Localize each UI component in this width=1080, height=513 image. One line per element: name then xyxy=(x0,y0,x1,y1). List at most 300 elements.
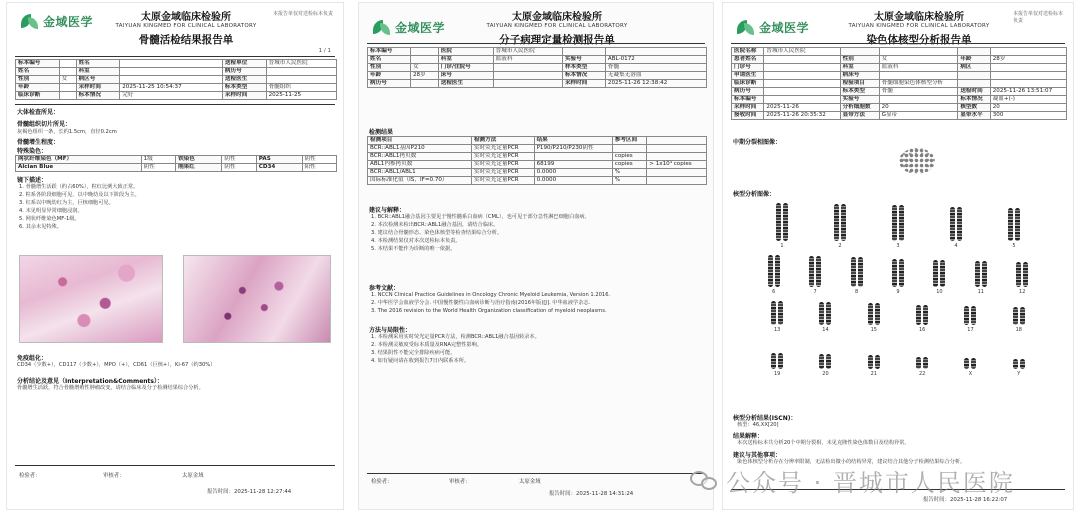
field-label xyxy=(958,80,990,88)
field-value: 2025-11-26 13:51:07 xyxy=(990,88,1066,96)
field-label: 标本情况 xyxy=(76,92,120,100)
section-ihc: 免疫组化： xyxy=(17,355,48,362)
chromosome-label: 2 xyxy=(838,243,842,249)
gross-text: 灰褐色组织一条，长约1.5cm，直径0.2cm xyxy=(17,129,117,135)
chromosome-pair-image xyxy=(771,301,783,325)
field-value: 2025-11-25 10:54:37 xyxy=(120,84,223,92)
chromosome xyxy=(768,255,773,287)
chromosome xyxy=(858,257,863,287)
info-row xyxy=(368,56,707,64)
section-cellularity: 骨髓增生程度： xyxy=(17,139,60,146)
info-row xyxy=(368,72,707,80)
chromosome xyxy=(841,204,846,241)
brand-name: 金域医学 xyxy=(43,15,94,29)
list-line: 1. BCR::ABL1融合基因主要见于慢性髓系白血病（CML），也可见于部分急性淋巴细胞白血病。 xyxy=(371,214,590,220)
result-cell: BCR::ABL1基因P210 xyxy=(368,145,472,153)
info-row xyxy=(732,80,1067,88)
field-value xyxy=(990,48,1066,56)
chromosome-pair xyxy=(975,261,987,295)
result-table xyxy=(367,136,707,185)
field-value xyxy=(410,80,438,88)
field-label: 实验号 xyxy=(840,96,879,104)
result-cell: 实时荧光定量PCR xyxy=(471,153,534,161)
chromosome xyxy=(971,306,976,325)
result-cell: 0.0000 xyxy=(534,177,612,185)
list-line: 5. 网状纤维染色MF-1级。 xyxy=(19,216,80,222)
info-row xyxy=(732,48,1067,56)
list-line: 4. 本检测结果仅对本次送检标本负责。 xyxy=(371,238,461,244)
info-row xyxy=(732,96,1067,104)
chromosome xyxy=(834,204,839,241)
ihc-result: CD34（少数+），CD117（少数+），MPO（+），CD61（巨核+），Ki-67（约30%） xyxy=(17,362,216,368)
chromosome-label: 14 xyxy=(822,326,829,333)
chromosome xyxy=(771,301,776,325)
chromosome-label: 18 xyxy=(1015,326,1022,333)
brand-name: 金域医学 xyxy=(759,21,810,35)
chromosome-pair xyxy=(819,354,831,377)
chromosome-pair-image xyxy=(1016,262,1028,287)
field-label: 科室 xyxy=(76,68,120,76)
field-label: 送检医生 xyxy=(222,76,266,84)
chromosome-pair-image xyxy=(975,261,987,287)
chromosome-pair xyxy=(933,260,945,295)
result-row xyxy=(368,177,707,185)
info-row xyxy=(732,56,1067,64)
chromosome-label: 5 xyxy=(1012,243,1016,249)
field-label xyxy=(958,72,990,80)
result-cell: > 1x10⁴ copies xyxy=(647,161,707,169)
stain-row xyxy=(16,156,337,164)
field-value xyxy=(493,72,562,80)
result-row xyxy=(368,161,707,169)
section-staining: 特殊染色： xyxy=(17,148,48,155)
metaphase-spread-image xyxy=(899,148,935,174)
chromosome xyxy=(1015,208,1020,241)
chromosome xyxy=(875,355,880,369)
report-header xyxy=(457,8,657,47)
chromosome xyxy=(775,255,780,287)
field-value: 晋城市人民医院 xyxy=(764,48,840,56)
field-label: 标本编号 xyxy=(16,60,60,68)
list-line: 4. 如有疑问请在收到报告7日内联系本所。 xyxy=(371,358,470,364)
section-method: 方法与局限性： xyxy=(369,327,412,334)
chromosome xyxy=(1016,262,1021,287)
brand-name: 金域医学 xyxy=(395,21,446,35)
report-bone-marrow-biopsy xyxy=(6,2,344,510)
chromosome-pair-image xyxy=(892,259,904,287)
result-cell: copies xyxy=(612,161,646,169)
chromosome-pair xyxy=(892,259,904,295)
section-iscn-result: 核型分析结果(ISCN)： xyxy=(733,415,797,422)
field-label: 核型数 xyxy=(958,104,990,112)
stain-name: 网状纤维染色（MF） xyxy=(16,156,142,164)
field-value xyxy=(990,72,1066,80)
top-note: 本报告单仅对送检标本负责 xyxy=(273,11,334,17)
chromosome xyxy=(819,302,824,324)
list-line: 3. The 2016 revision to the World Health Organization classification of myeloid neoplasms. xyxy=(371,308,607,314)
kingmed-leaf-icon xyxy=(19,14,41,30)
report-header xyxy=(91,8,281,47)
interpretation-text: 本次送检标本共分析20个中期分裂相，未见克隆性染色体数目及结构异常。 xyxy=(737,440,910,446)
list-line: 2. 本检测灵敏度受标本质量及RNA完整性影响。 xyxy=(371,342,483,348)
karyogram-row xyxy=(753,301,1043,333)
chromosome-label: 1 xyxy=(780,243,784,249)
list-line: 3. 红系以中晚幼红为主，巨核细胞可见。 xyxy=(19,200,114,206)
field-label: 病历号 xyxy=(222,68,266,76)
field-value: G显带 xyxy=(879,112,958,120)
field-label: 送检医生 xyxy=(438,80,493,88)
chromosome-label: 17 xyxy=(967,326,974,333)
histology-image-low-power xyxy=(19,255,163,343)
result-cell xyxy=(534,153,612,161)
chromosome-pair-image xyxy=(964,358,976,370)
chromosome-pair-image xyxy=(1008,208,1020,241)
chromosome-pair xyxy=(950,207,962,249)
org-name: 太原金域临床检验所 xyxy=(874,12,964,23)
result-cell: % xyxy=(612,177,646,185)
chromosome-pair xyxy=(809,256,821,295)
chromosome-label: 9 xyxy=(896,289,900,295)
field-value: 女 xyxy=(59,76,76,84)
chromosome xyxy=(923,305,928,325)
result-header-row xyxy=(368,137,707,145)
chromosome-pair-image xyxy=(916,305,928,325)
chromosome xyxy=(816,256,821,287)
field-value: 完好 xyxy=(120,92,223,100)
footer-lab: 太原金域 xyxy=(182,473,204,479)
result-row xyxy=(368,169,707,177)
chromosome xyxy=(975,261,980,287)
divider xyxy=(367,43,705,44)
chromosome-pair xyxy=(771,301,783,333)
divider xyxy=(367,473,705,474)
divider xyxy=(15,465,335,466)
field-value xyxy=(764,56,840,64)
info-row xyxy=(368,64,707,72)
footer-reviewer: 审核者： xyxy=(449,479,471,485)
info-row xyxy=(16,92,337,100)
interpretation-text: 骨髓增生活跃，符合骨髓增殖性肿瘤改变，请结合临床及分子检测结果综合分析。 xyxy=(17,385,204,391)
field-value: 2025-11-26 12:38:42 xyxy=(605,80,706,88)
footer-reviewer: 审核者： xyxy=(103,473,125,479)
field-label: 病历号 xyxy=(368,80,411,88)
field-value: 骨髓组织 xyxy=(266,84,336,92)
wechat-icon xyxy=(690,469,720,493)
field-label: 性别 xyxy=(368,64,411,72)
field-value xyxy=(493,64,562,72)
field-value xyxy=(410,48,438,56)
chromosome xyxy=(964,358,969,370)
info-row xyxy=(368,48,707,56)
chromosome-label: 12 xyxy=(1019,289,1026,295)
result-cell: 68199 xyxy=(534,161,612,169)
field-label: 采样时间 xyxy=(222,92,266,100)
chromosome-pair-image xyxy=(892,205,904,241)
chromosome-pair-image xyxy=(1013,307,1025,325)
chromosome-pair-image xyxy=(809,256,821,287)
field-value xyxy=(59,68,76,76)
result-header-cell: 检测方法 xyxy=(471,137,534,145)
kingmed-leaf-icon xyxy=(371,20,393,36)
chromosome-label: 15 xyxy=(870,326,877,333)
chromosome-label: 19 xyxy=(773,371,781,378)
special-stain-table xyxy=(15,155,337,172)
stain-name: 铁染色 xyxy=(176,156,222,164)
stain-result: 阴性 xyxy=(302,156,336,164)
stain-name: Alcian Blue xyxy=(16,164,142,172)
result-cell: ABL1内参拷贝数 xyxy=(368,161,472,169)
chromosome xyxy=(916,305,921,325)
watermark-text: 公众号 · 晋城市人民医院 xyxy=(726,469,1015,497)
chromosome-label: 3 xyxy=(896,243,900,249)
field-value: 300 xyxy=(990,112,1066,120)
chromosome-pair xyxy=(892,205,904,249)
chromosome xyxy=(851,257,856,287)
chromosome-pair-image xyxy=(868,355,880,369)
chromosome xyxy=(809,256,814,287)
stain-name: PAS xyxy=(256,156,302,164)
field-label: 临床诊断 xyxy=(16,92,60,100)
field-label: 病区 xyxy=(958,64,990,72)
field-value: ABL-0172 xyxy=(605,56,706,64)
field-label: 显带水平 xyxy=(958,112,990,120)
chromosome-pair xyxy=(1013,307,1025,333)
stain-result: 阴性 xyxy=(141,164,175,172)
section-advice: 建议与其他事项： xyxy=(733,452,782,459)
kingmed-logo xyxy=(735,19,809,36)
chromosome-pair xyxy=(851,257,863,295)
chromosome-pair xyxy=(1013,359,1025,377)
chromosome-pair-image xyxy=(776,203,788,241)
list-line: 4. 未见明显异常细胞浸润。 xyxy=(19,208,83,214)
list-line: 2. 中华医学会血液学分会. 中国慢性髓性白血病诊断与治疗指南(2016年版)[J]. 中华血液学杂志. xyxy=(371,300,591,306)
findings-list xyxy=(19,183,319,231)
field-value: 20 xyxy=(879,104,958,112)
result-cell xyxy=(647,177,707,185)
field-label: 门诊号 xyxy=(732,64,764,72)
result-row xyxy=(368,145,707,153)
karyotype-result: 核型：46,XX[20] xyxy=(737,422,779,428)
field-label: 姓名 xyxy=(368,56,411,64)
chromosome xyxy=(1008,208,1013,241)
report-karyotype xyxy=(722,2,1074,510)
karyogram-row xyxy=(753,255,1043,295)
list-line: 1. 本检测采用实时荧光定量PCR方法，检测BCR::ABL1融合基因转录本。 xyxy=(371,334,540,340)
chromosome-label: 21 xyxy=(870,371,877,378)
chromosome-pair-image xyxy=(868,303,880,324)
chromosome-pair xyxy=(1016,262,1028,295)
chromosome-pair xyxy=(964,306,976,333)
chromosome-label: 11 xyxy=(977,289,984,295)
field-value: 20 xyxy=(990,104,1066,112)
patient-info-table xyxy=(731,47,1067,120)
chromosome-label: Y xyxy=(1017,371,1021,378)
chromosome xyxy=(892,205,897,241)
field-label xyxy=(958,48,990,56)
field-value: 晋城市人民医院 xyxy=(266,60,336,68)
chromosome-pair-image xyxy=(1013,359,1025,369)
stain-result: 1级 xyxy=(141,156,175,164)
section-gross: 大体检查所见： xyxy=(17,109,60,116)
gross-description xyxy=(17,128,333,136)
field-value: 血液科 xyxy=(493,56,562,64)
field-label: 送检时间 xyxy=(958,88,990,96)
result-cell xyxy=(647,145,707,153)
field-label: 姓名 xyxy=(76,60,120,68)
info-row xyxy=(16,60,337,68)
field-label: 样本类型 xyxy=(562,64,605,72)
field-value xyxy=(764,88,840,96)
field-value: 女 xyxy=(410,64,438,72)
chromosome xyxy=(868,303,873,324)
field-label: 采样时间 xyxy=(76,84,120,92)
field-label: 科室 xyxy=(840,64,879,72)
stain-result: 阴性 xyxy=(222,156,256,164)
result-cell: BCR::ABL1/ABL1 xyxy=(368,169,472,177)
advice-list xyxy=(371,213,705,253)
result-header-cell: 参考区间 xyxy=(612,137,646,145)
field-label: 年龄 xyxy=(368,72,411,80)
field-label: 标本编号 xyxy=(368,48,411,56)
page-number: 1 / 1 xyxy=(318,48,331,54)
kingmed-leaf-icon xyxy=(735,20,757,36)
info-row xyxy=(16,76,337,84)
chromosome xyxy=(971,358,976,370)
field-value xyxy=(990,80,1066,88)
list-line: 1. NCCN Clinical Practice Guidelines in Oncology Chronic Myeloid Leukemia, Version 1.2016. xyxy=(371,292,611,298)
chromosome-pair xyxy=(834,204,846,249)
field-label xyxy=(562,48,605,56)
chromosome-pair xyxy=(771,353,783,377)
result-row xyxy=(368,153,707,161)
result-cell: 实时荧光定量PCR xyxy=(471,169,534,177)
field-label: 病历号 xyxy=(732,88,764,96)
field-value xyxy=(605,48,706,56)
result-cell xyxy=(647,153,707,161)
result-cell: 实时荧光定量PCR xyxy=(471,145,534,153)
field-label: 医院名称 xyxy=(732,48,764,56)
section-advice: 建议与解释： xyxy=(369,207,406,214)
top-note: 本报告单仅对送检标本负责 xyxy=(1013,11,1064,24)
divider xyxy=(731,43,1065,44)
field-value xyxy=(59,84,76,92)
stain-result: 阴性 xyxy=(222,164,256,172)
result-cell xyxy=(612,145,646,153)
section-metaphase: 中期分裂相图像： xyxy=(733,139,782,146)
field-value: 女 xyxy=(879,56,958,64)
field-value: 骨髓 xyxy=(605,64,706,72)
list-line: 6. 其余未见特殊。 xyxy=(19,224,62,230)
list-line: 1. 骨髓增生活跃（约占60%），粒红比例大致正常。 xyxy=(19,184,139,190)
field-label: 临床诊断 xyxy=(732,80,764,88)
result-header-cell: 检测项目 xyxy=(368,137,472,145)
result-cell: copies xyxy=(612,153,646,161)
field-value: 2025-11-25 xyxy=(266,92,336,100)
field-label: 性别 xyxy=(840,56,879,64)
chromosome xyxy=(923,357,928,370)
list-line: 5. 本结果不能作为诊断的唯一依据。 xyxy=(371,246,456,252)
info-row xyxy=(732,64,1067,72)
result-cell: P190/P210/P230阴性 xyxy=(534,145,612,153)
section-result: 检测结果 xyxy=(369,129,394,136)
report-time: 报告时间：2025-11-28 14:31:24 xyxy=(549,491,634,497)
result-cell: 实时荧光定量PCR xyxy=(471,177,534,185)
chromosome-pair-image xyxy=(851,257,863,287)
chromosome-pair-image xyxy=(950,207,962,241)
chromosome-pair-image xyxy=(819,354,831,369)
info-row xyxy=(732,112,1067,120)
chromosome-pair xyxy=(964,358,976,378)
chromosome-pair xyxy=(819,302,831,332)
chromosome xyxy=(776,203,781,241)
kingmed-logo xyxy=(19,13,93,30)
field-value xyxy=(120,68,223,76)
chromosome xyxy=(1023,262,1028,287)
chromosome-label: 7 xyxy=(813,289,817,295)
field-value: 2025-11-26 xyxy=(764,104,840,112)
chromosome xyxy=(875,303,880,324)
chromosome-label: X xyxy=(968,371,973,378)
field-label: 标本情况 xyxy=(958,96,990,104)
chromosome-label: 16 xyxy=(918,326,926,333)
chromosome xyxy=(964,306,969,325)
chromosome xyxy=(826,302,831,324)
field-value xyxy=(764,72,840,80)
info-row xyxy=(16,84,337,92)
chromosome xyxy=(1020,359,1025,369)
field-label: 门诊/住院号 xyxy=(438,64,493,72)
chromosome-pair-image xyxy=(916,357,928,370)
chromosome-pair xyxy=(868,303,880,332)
patient-info-table xyxy=(367,47,707,88)
field-value xyxy=(266,76,336,84)
field-label: 科室 xyxy=(438,56,493,64)
field-value xyxy=(990,64,1066,72)
chromosome-label: 6 xyxy=(772,289,776,295)
info-row xyxy=(732,104,1067,112)
footer-examiner: 检验者： xyxy=(371,479,393,485)
info-row xyxy=(732,88,1067,96)
kingmed-logo xyxy=(371,19,445,36)
field-value xyxy=(59,60,76,68)
chromosome-pair xyxy=(868,355,880,377)
field-value: 凝血+(-) xyxy=(990,96,1066,104)
chromosome-pair xyxy=(916,305,928,333)
org-name-en: TAIYUAN KINGMED FOR CLINICAL LABORATORY xyxy=(486,23,628,29)
chromosome xyxy=(933,260,938,287)
field-label xyxy=(840,48,879,56)
field-value: 2025-11-26 20:35:32 xyxy=(764,112,840,120)
chromosome-pair xyxy=(768,255,780,295)
section-interpretation: 结果解释： xyxy=(733,433,764,440)
field-value xyxy=(493,80,562,88)
chromosome-label: 13 xyxy=(773,326,781,333)
field-value xyxy=(764,96,840,104)
field-label: 患者姓名 xyxy=(732,56,764,64)
field-label: 姓名 xyxy=(16,68,60,76)
chromosome-pair-image xyxy=(819,302,831,324)
field-label: 标本情况 xyxy=(562,72,605,80)
chromosome-label: 4 xyxy=(954,243,958,249)
field-label: 送检单位 xyxy=(222,60,266,68)
chromosome xyxy=(868,355,873,369)
wechat-watermark xyxy=(690,463,1015,498)
chromosome xyxy=(1013,359,1018,369)
field-value xyxy=(879,48,958,56)
info-row xyxy=(368,80,707,88)
footer-examiner: 检验者： xyxy=(19,473,41,479)
report-time: 报告时间：2025-11-28 12:27:44 xyxy=(207,489,292,495)
